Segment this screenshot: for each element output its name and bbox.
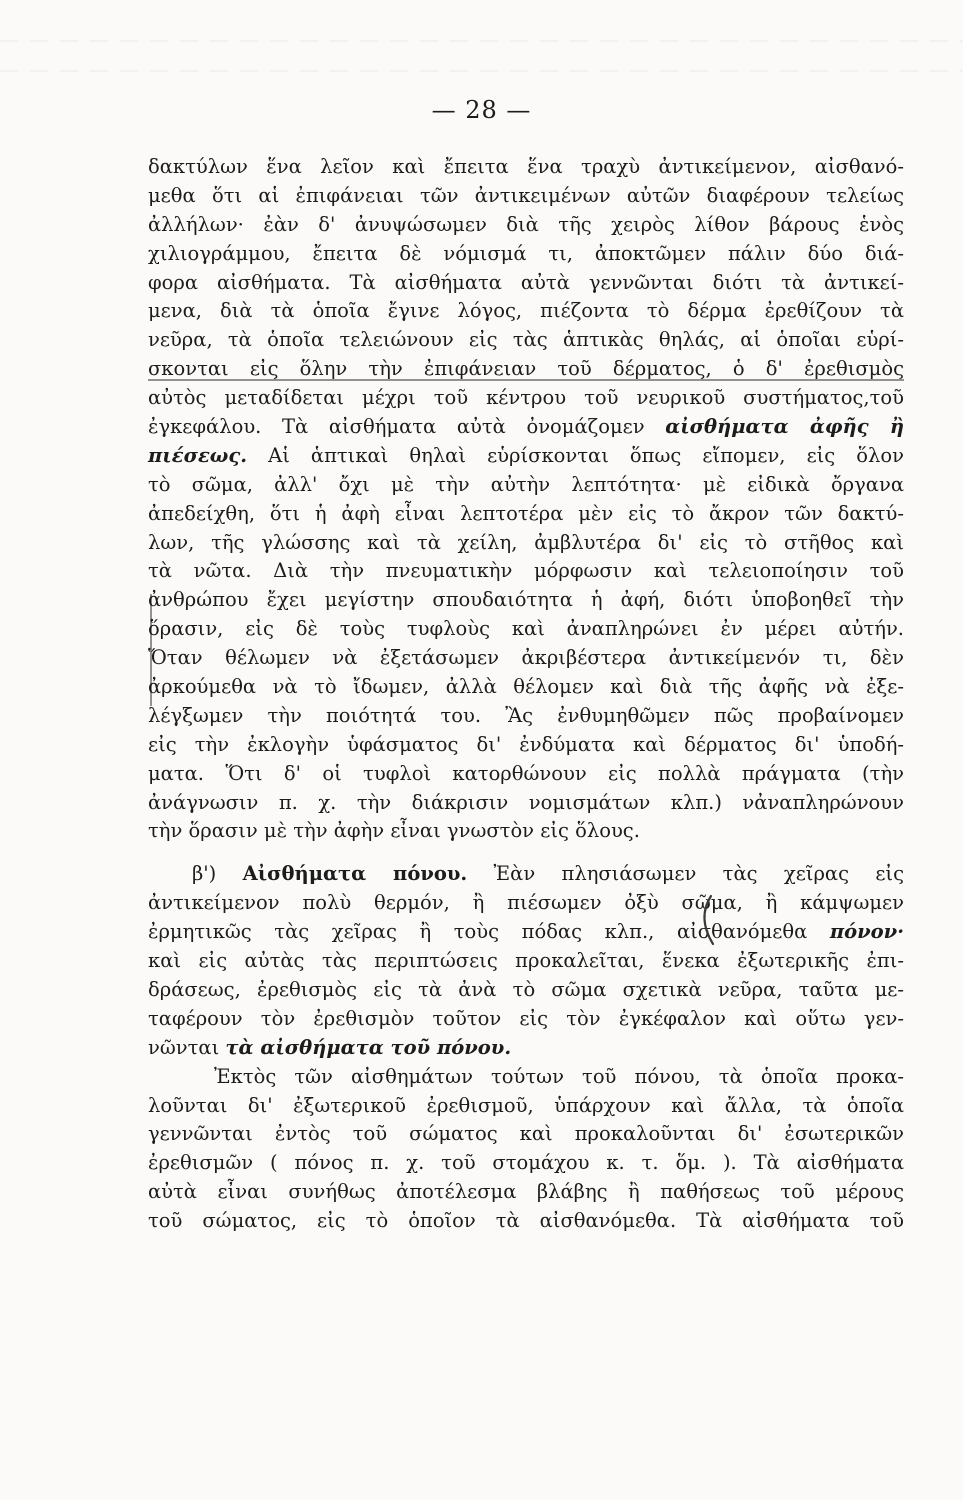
pencil-stroke <box>704 896 713 944</box>
section-heading-line <box>148 860 904 889</box>
line-fragment: Ἐὰν πλησιάσωμεν τὰς χεῖρας εἰς <box>493 862 904 886</box>
text-line: τοῦ σώματος, εἰς τὸ ὁποῖον τὰ αἰσθανόμεθα. Τὰ αἰσθήματα τοῦ <box>148 1209 904 1233</box>
text-line: ταφέρουν τὸν ἐρεθισμὸν τοῦτον εἰς τὸν ἐγκέφαλον καὶ οὕτω γεν- <box>148 1006 904 1030</box>
text-line: αὐτὰ εἶναι συνήθως ἀποτέλεσμα βλάβης ἢ παθήσεως τοῦ μέρους <box>148 1180 904 1204</box>
text-line: ἀντικείμενον πολὺ θερμόν, ἢ πιέσωμεν ὀξὺ σῶμα, ἢ κάμψωμεν <box>148 891 904 915</box>
main-text <box>148 153 904 1236</box>
text-line: μεθα ὅτι αἱ ἐπιφάνειαι τῶν ἀντικειμένων αὐτῶν διαφέρουν τελείως <box>148 183 904 207</box>
section-gap <box>148 846 904 860</box>
line-fragment: νῶνται <box>148 1035 220 1059</box>
text-line: Ὅταν θέλωμεν νὰ ἐξετάσωμεν ἀκριβέστερα ἀντικείμενόν τι, δὲν <box>148 646 904 670</box>
text-line: λων, τῆς γλώσσης καὶ τὰ χείλη, ἀμβλυτέρα δι' εἰς τὸ στῆθος καὶ <box>148 530 904 554</box>
text-line <box>148 1034 904 1063</box>
text-line: τὸ σῶμα, ἀλλ' ὄχι μὲ τὴν αὐτὴν λεπτότητα· μὲ εἰδικὰ ὄργανα <box>148 472 904 496</box>
text-line: ὅρασιν, εἰς δὲ τοὺς τυφλοὺς καὶ ἀναπληρώνει ἐν μέρει αὐτήν. <box>148 617 904 641</box>
text-line: τὴν ὅρασιν μὲ τὴν ἀφὴν εἶναι γνωστὸν εἰς ὅλους. <box>148 819 640 843</box>
text-line <box>148 442 904 471</box>
text-line: φορα αἰσθήματα. Τὰ αἰσθήματα αὐτὰ γεννῶνται διότι τὰ ἀντικεί- <box>148 270 904 294</box>
text-line: Ἐκτὸς τῶν αἰσθημάτων τούτων τοῦ πόνου, τὰ ὁποῖα προκα- <box>214 1064 904 1088</box>
text-line: τὰ νῶτα. Διὰ τὴν πνευματικὴν μόρφωσιν καὶ τελειοποίησιν τοῦ <box>148 559 904 583</box>
text-line: αὐτὸς μεταδίδεται μέχρι τοῦ κέντρου τοῦ νευρικοῦ συστήματος,τοῦ <box>148 386 904 410</box>
term-pain-sensations: τὰ αἰσθήματα τοῦ πόνου. <box>225 1035 512 1059</box>
text-line: δράσεως, ἐρεθισμὸς εἰς τὰ ἀνὰ τὸ σῶμα σχετικὰ νεῦρα, ταῦτα με- <box>148 977 904 1001</box>
text-line: ἐρεθισμῶν ( πόνος π. χ. τοῦ στομάχου κ. τ. ὅμ. ). Τὰ αἰσθήματα <box>148 1151 904 1175</box>
text-line: καὶ εἰς αὐτὰς τὰς περιπτώσεις προκαλεῖται, ἕνεκα ἐξωτερικῆς ἐπι- <box>148 949 904 973</box>
term-pressure: πιέσεως. <box>148 443 248 467</box>
show-through-band <box>0 40 963 42</box>
text-line <box>148 413 904 442</box>
text-line: δακτύλων ἕνα λεῖον καὶ ἔπειτα ἕνα τραχὺ ἀντικείμενον, αἰσθανό- <box>148 155 904 178</box>
term-pain: πόνον· <box>829 920 904 944</box>
term-touch-sensations: αἰσθήματα ἀφῆς ἢ <box>665 415 904 439</box>
line-fragment: Αἱ ἁπτικαὶ θηλαὶ εὑρίσκονται ὅπως εἴπομεν, εἰς ὅλον <box>268 443 904 467</box>
text-line: νεῦρα, τὰ ὁποῖα τελειώνουν εἰς τὰς ἁπτικὰς θηλάς, αἱ ὁποῖαι εὑρί- <box>148 328 904 352</box>
line-fragment: ἐγκεφάλου. Τὰ αἰσθήματα αὐτὰ ὀνομάζομεν <box>148 415 645 439</box>
text-line: γεννῶνται ἐντὸς τοῦ σώματος καὶ προκαλοῦνται δι' ἐσωτερικῶν <box>148 1122 904 1146</box>
text-line: ἀνάγνωσιν π. χ. τὴν διάκρισιν νομισμάτων κλπ.) νἀναπληρώνουν <box>148 790 904 814</box>
text-line: εἰς τὴν ἐκλογὴν ὑφάσματος δι' ἐνδύματα καὶ δέρματος δι' ὑποδή- <box>148 732 904 756</box>
text-line: μενα, διὰ τὰ ὁποῖα ἔγινε λόγος, πιέζοντα τὸ δέρμα ἐρεθίζουν τὰ <box>148 299 904 323</box>
text-line: ἀλλήλων· ἐὰν δ' ἀνυψώσωμεν διὰ τῆς χειρὸς λίθον βάρους ἑνὸς <box>148 212 904 236</box>
pencil-bracket-mark <box>683 892 723 952</box>
text-line: ἀνθρώπου ἔχει μεγίστην σπουδαιότητα ἡ ἀφή, διότι ὑποβοηθεῖ τὴν <box>148 588 904 612</box>
section-marker: β') <box>192 862 217 886</box>
text-line <box>148 918 904 947</box>
page-number: — 28 — <box>431 96 532 124</box>
text-line: χιλιογράμμου, ἔπειτα δὲ νόμισμά τι, ἀποκτῶμεν πάλιν δύο διά- <box>148 241 904 265</box>
text-line: λέγξωμεν τὴν ποιότητά του. Ἂς ἐνθυμηθῶμεν πῶς προβαίνομεν <box>148 703 904 727</box>
section-heading: Αἰσθήματα πόνου. <box>242 862 468 886</box>
line-fragment: ἐρμητικῶς τὰς χεῖρας ἢ τοὺς πόδας κλπ., αἰσθανόμεθα <box>148 920 808 944</box>
text-line: ἀπεδείχθη, ὅτι ἡ ἀφὴ εἶναι λεπτοτέρα μὲν εἰς τὸ ἄκρον τῶν δακτύ- <box>148 501 904 525</box>
show-through-band <box>0 70 963 72</box>
text-line: ματα. Ὅτι δ' οἱ τυφλοὶ κατορθώνουν εἰς πολλὰ πράγματα (τὴν <box>148 761 904 785</box>
text-line: λοῦνται δι' ἐξωτερικοῦ ἐρεθισμοῦ, ὑπάρχουν καὶ ἄλλα, τὰ ὁποῖα <box>148 1093 904 1117</box>
text-line: ἀρκούμεθα νὰ τὸ ἴδωμεν, ἀλλὰ θέλομεν καὶ διὰ τῆς ἀφῆς νὰ ἐξε- <box>148 675 904 699</box>
text-line: σκονται εἰς ὅλην τὴν ἐπιφάνειαν τοῦ δέρματος, ὁ δ' ἐρεθισμὸς <box>148 357 904 381</box>
